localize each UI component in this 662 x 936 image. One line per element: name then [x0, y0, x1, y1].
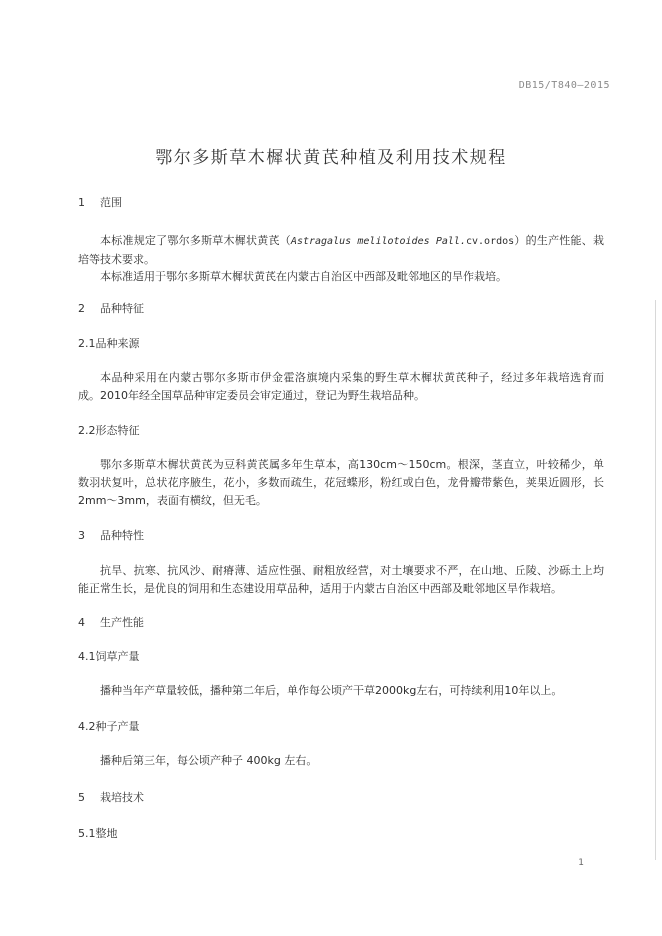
section-title: 种子产量 — [95, 720, 140, 733]
section-title: 品种来源 — [95, 337, 140, 350]
section-3-heading — [78, 527, 144, 543]
section-3-paragraph: 抗旱、抗寒、抗风沙、耐瘠薄、适应性强、耐粗放经营，对土壤要求不严，在山地、丘陵、沙砾土上均能正常生长，是优良的饲用和生态建设用草品种，适用于内蒙古自治区中西部及毗邻地区旱作栽培。 — [78, 564, 604, 595]
section-2-2-heading — [78, 422, 140, 438]
section-title: 范围 — [100, 196, 122, 209]
section-4-heading — [78, 614, 144, 630]
section-number: 2 — [78, 302, 85, 315]
document-code: DB15/T840—2015 — [518, 80, 610, 91]
text-run: 本标准规定了鄂尔多斯草木樨状黄芪（ — [100, 234, 291, 247]
section-4-1-paragraph: 播种当年产草量较低，播种第二年后，单作每公顷产干草2000kg左右，可持续利用10年以上。 — [100, 684, 563, 697]
section-2-1-paragraph: 本品种采用在内蒙古鄂尔多斯市伊金霍洛旗境内采集的野生草木樨状黄芪种子，经过多年栽培选育而成。2010年经全国草品种审定委员会审定通过，登记为野生栽培品种。 — [78, 371, 604, 402]
section-title: 形态特征 — [95, 424, 140, 437]
section-number: 4.1 — [78, 650, 96, 663]
section-5-1-heading — [78, 825, 118, 841]
section-title: 整地 — [95, 827, 118, 840]
document-title: 鄂尔多斯草木樨状黄芪种植及利用技术规程 — [155, 148, 507, 168]
cultivar-name: cv.ordos — [465, 236, 515, 247]
section-2-2-paragraph: 鄂尔多斯草木樨状黄芪为豆科黄芪属多年生草本，高130cm～150cm。根深，茎直立，叶较稀少，单数羽状复叶，总状花序腋生，花小，多数而疏生，花冠蝶形，粉红或白色，龙骨瓣带紫色，荚果近圆形，长2mm～3mm，表面有横纹，但无毛。 — [78, 458, 604, 507]
section-2-1-heading — [78, 335, 140, 351]
scientific-name: Astragalus melilotoides Pall. — [290, 236, 466, 247]
scan-edge-line — [655, 300, 656, 860]
section-1-paragraph-1 — [78, 232, 604, 269]
section-title: 饲草产量 — [95, 650, 140, 663]
section-5-heading — [78, 789, 144, 805]
section-title: 品种特征 — [100, 302, 144, 315]
section-4-2-paragraph: 播种后第三年，每公顷产种子 400kg 左右。 — [100, 754, 318, 767]
section-title: 品种特性 — [100, 529, 144, 542]
page-number: 1 — [578, 858, 584, 868]
section-4-2-heading — [78, 718, 140, 734]
section-number: 3 — [78, 529, 85, 542]
section-1-heading — [78, 194, 122, 210]
section-2-heading — [78, 300, 144, 316]
text-run: ）的生产性能、栽培等技术要求。 — [78, 234, 604, 266]
section-title: 生产性能 — [100, 616, 144, 629]
section-number: 5.1 — [78, 827, 96, 840]
section-4-1-heading — [78, 648, 140, 664]
section-1-paragraph-2: 本标准适用于鄂尔多斯草木樨状黄芪在内蒙古自治区中西部及毗邻地区的旱作栽培。 — [100, 270, 507, 283]
section-number: 1 — [78, 196, 85, 209]
section-title: 栽培技术 — [100, 791, 144, 804]
section-number: 5 — [78, 791, 85, 804]
section-number: 2.1 — [78, 337, 96, 350]
section-number: 4.2 — [78, 720, 96, 733]
section-number: 2.2 — [78, 424, 96, 437]
section-number: 4 — [78, 616, 85, 629]
